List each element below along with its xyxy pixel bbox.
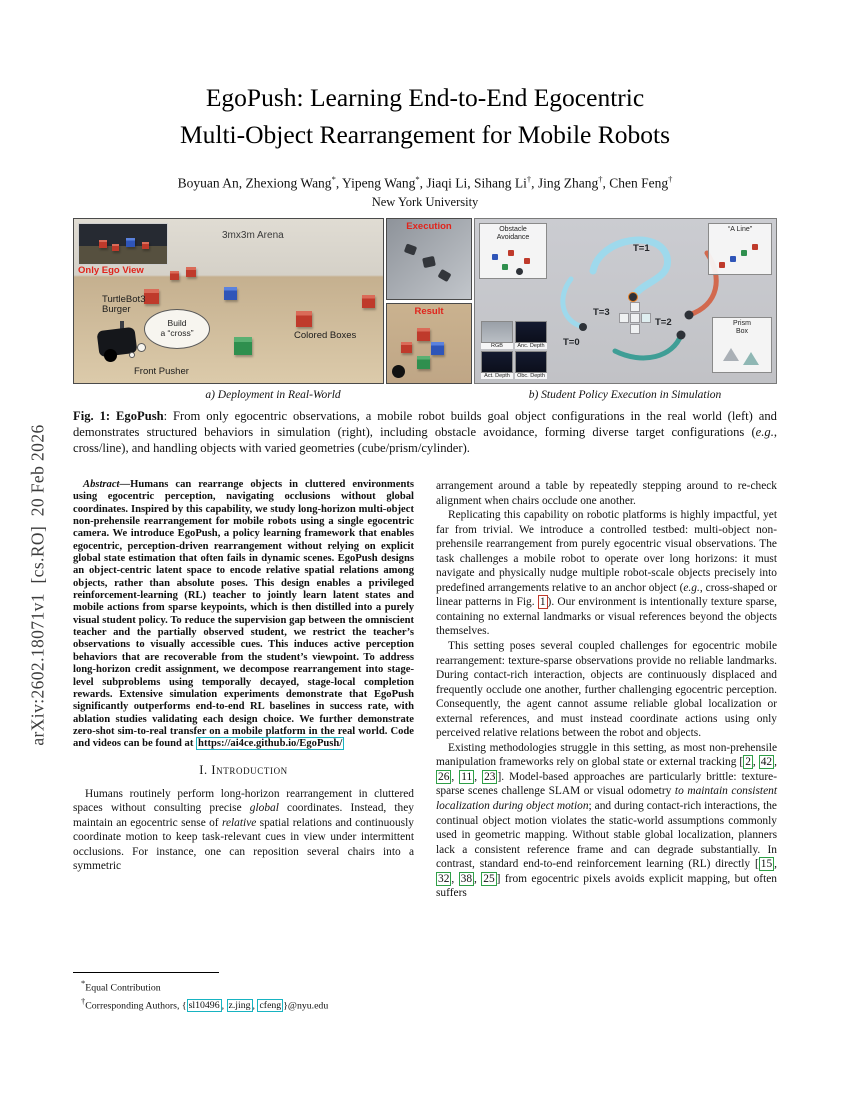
prism-shape <box>723 348 739 361</box>
footnotes <box>73 972 414 1013</box>
text-run: , <box>774 858 777 871</box>
red-object-dot <box>524 258 530 264</box>
citation-link[interactable]: 38 <box>460 872 473 885</box>
url-link[interactable]: z.jing <box>228 1000 251 1012</box>
footnote-corresponding-authors <box>73 995 414 1013</box>
superscript: † <box>81 996 86 1007</box>
text-run: , <box>252 1000 258 1012</box>
active-depth-thumbnail <box>481 351 513 373</box>
text-run: , Yipeng Wang <box>335 175 416 191</box>
obstacle-avoidance-inset <box>479 223 547 279</box>
superscript: * <box>331 174 336 184</box>
red-box <box>362 295 375 308</box>
right-column <box>436 479 777 1013</box>
anchor-depth-observation <box>515 321 547 349</box>
robot-wheel <box>104 349 117 362</box>
url-link[interactable]: sl10496 <box>188 1000 220 1012</box>
result-label: Result <box>414 305 444 317</box>
citation-link[interactable]: 11 <box>461 770 473 783</box>
italic-text: to maintain consistent localization during object motion <box>436 785 777 813</box>
text-run: ] from egocentric pixels avoids explicit mapping, but often suffers <box>436 872 777 900</box>
prism-box-inset <box>712 317 772 373</box>
anchor-depth-label: Anc. Depth <box>515 343 547 349</box>
text-run: Humans routinely perform long-horizon rearrangement in cluttered spaces without consulting precise <box>73 787 414 815</box>
text-run: , <box>474 872 482 885</box>
rgb-observation <box>481 321 513 349</box>
left-column <box>73 479 414 1013</box>
text-run: , cross/line), and handling objects with varied geometries (cube/prism/cylinder). <box>73 424 777 455</box>
active-depth-observation <box>481 351 513 379</box>
a-line-inset <box>708 223 772 275</box>
text-run: , Jiaqi Li, Sihang Li <box>419 175 527 191</box>
footnote-rule <box>73 972 219 973</box>
robot-marker <box>579 323 587 331</box>
title-line-2: Multi-Object Rearrangement for Mobile Robots <box>179 119 671 149</box>
figure-middle-column <box>386 218 472 384</box>
figure-execution-thumb <box>386 218 472 300</box>
figure-caption <box>73 409 777 456</box>
robot-snapshot <box>404 243 417 255</box>
red-box <box>142 242 149 249</box>
affiliation: New York University <box>371 195 479 209</box>
timestep-t1: T=1 <box>633 243 650 254</box>
arena-label: 3mx3m Arena <box>222 230 284 241</box>
arxiv-stamp: arXiv:2602.18071v1 [cs.RO] 20 Feb 2026 <box>27 424 48 746</box>
text-run: }@nyu.edu <box>283 1000 329 1012</box>
prism-label-line1: Prism <box>733 320 751 327</box>
text-run: ; and during contact-rich interactions, the continual object motion violates the static-world assumptions commonly used in geometric mapping. Without stable global localization, planners lack a consistent reference frame and can degrade substantially. In contrast, standard end-to-end reinforcement learning (RL) directly [ <box>436 800 777 871</box>
colored-boxes-label: Colored Boxes <box>294 330 357 341</box>
citation-link[interactable]: 26 <box>438 770 450 783</box>
red-object-dot <box>508 250 514 256</box>
trajectory-blue <box>593 240 668 297</box>
execution-label: Execution <box>406 221 452 232</box>
robot-label-line2: Burger <box>102 304 131 316</box>
red-box <box>296 311 312 327</box>
red-box <box>112 244 119 251</box>
text-run: This setting poses several coupled challenges for egocentric mobile rearrangement: texture-sparse observations provide no reliable landmarks. During contact-rich interaction, objects are continuously displaced and frequently occlude one another, further challenging egocentric perception. Consequently, the agent cannot assume reliable global localization or external references, and must instead coordinate actions using only perceived relative relations between the robot and objects. <box>436 640 777 740</box>
text-run: ]. Model-based approaches are particularly brittle: texture-sparse scenes challenge SLAM or visual odometry <box>436 770 777 798</box>
text-run: , Chen Feng <box>602 175 669 191</box>
bubble-line2: a “cross” <box>160 328 194 338</box>
bold-text: Fig. 1: EgoPush <box>73 409 164 423</box>
text-run: , cross-shaped or linear patterns in Fig. <box>436 581 777 609</box>
text-run: Equal Contribution <box>85 982 161 994</box>
ego-view-inset <box>78 223 168 265</box>
superscript: † <box>526 174 532 184</box>
text-run: , <box>451 872 459 885</box>
turtlebot-robot <box>94 321 140 365</box>
italic-text: e.g. <box>683 581 700 594</box>
obstacle-label-line2: Avoidance <box>496 233 530 241</box>
green-object-dot <box>502 264 508 270</box>
text-run: , <box>474 770 483 783</box>
superscript: * <box>81 978 86 989</box>
bold-italic-text: Abstract <box>83 479 120 490</box>
citation-link[interactable]: 25 <box>483 872 495 885</box>
ego-view-label: Only Ego View <box>78 265 144 276</box>
superscript: * <box>415 174 420 184</box>
footnote-equal-contribution <box>73 977 414 995</box>
rgb-label: RGB <box>481 343 513 349</box>
blue-object-dot <box>492 254 498 260</box>
figure-simulation-panel <box>474 218 777 384</box>
text-run: : From only egocentric observations, a mobile robot builds goal object configurations in the real world (left) and demonstrates structured behaviors in simulation (right), including obstacle avoidance, forming diverse target configurations ( <box>73 409 777 439</box>
goal-speech-bubble <box>144 309 210 349</box>
text-run: arrangement around a table by repeatedly stepping around to re-check alignment when chairs occlude one another. <box>436 480 777 507</box>
obstacle-depth-label: Obc. Depth <box>515 373 547 379</box>
subcaption-b: b) Student Policy Execution in Simulation <box>528 389 722 401</box>
text-run: Corresponding Authors, { <box>85 1000 187 1012</box>
paper-title <box>0 80 850 154</box>
rgb-thumbnail <box>481 321 513 343</box>
figure-1 <box>73 218 777 401</box>
italic-text: relative <box>221 816 257 829</box>
figure-ref-link[interactable]: 1 <box>539 596 546 609</box>
bubble-line1: Build <box>167 318 187 329</box>
sensor-observation-grid <box>481 321 547 379</box>
intro-paragraph-2 <box>436 508 777 639</box>
intro-paragraph-1-continued <box>436 479 777 508</box>
robot-snapshot <box>437 269 451 282</box>
obstacle-label-line1: Obstacle <box>499 226 527 233</box>
citation-link[interactable]: 15 <box>760 858 773 871</box>
text-run: , <box>451 770 460 783</box>
text-run: ). Our environment is intentionally texture sparse, containing no external landmarks or visual references beyond the objects themselves. <box>436 596 778 638</box>
obstacle-depth-observation <box>515 351 547 379</box>
robot-marker <box>516 268 523 275</box>
blue-box <box>126 238 135 247</box>
text-run: Existing methodologies struggle in this setting, as most non-prehensile manipulation frameworks rely on global state or external tracking [ <box>436 741 777 769</box>
figure-realworld-panel <box>73 218 384 384</box>
blue-box <box>431 342 444 355</box>
trajectory-teal <box>615 335 681 358</box>
text-run: , Jing Zhang <box>531 175 599 191</box>
author-list <box>0 174 850 192</box>
prism-label-line2: Box <box>735 327 749 335</box>
robot-label <box>102 295 145 316</box>
red-box <box>99 240 107 248</box>
section-heading-introduction: I. Introduction <box>199 762 288 777</box>
intro-paragraph-3 <box>436 639 777 741</box>
anchor-depth-thumbnail <box>515 321 547 343</box>
citation-link[interactable]: 2 <box>745 756 751 769</box>
blue-object-dot <box>730 256 736 262</box>
red-box <box>401 342 412 353</box>
robot-marker <box>677 331 686 340</box>
bubble-tail-dot <box>129 352 135 358</box>
figure-result-thumb <box>386 303 472 385</box>
title-line-1: EgoPush: Learning End-to-End Egocentric <box>205 83 645 112</box>
blue-box <box>224 287 237 300</box>
goal-cross-objects <box>620 303 651 334</box>
intro-paragraph-1 <box>73 787 414 874</box>
text-run: , <box>752 756 759 769</box>
robot-marker <box>392 365 405 378</box>
red-box <box>417 328 430 341</box>
green-box <box>417 356 430 369</box>
superscript: † <box>668 174 673 184</box>
text-run: coordinates. Instead, they maintain an egocentric sense of <box>73 802 415 829</box>
active-depth-label: Act. Depth <box>481 373 513 379</box>
red-object-dot <box>752 244 758 250</box>
superscript: † <box>598 174 603 184</box>
green-object-dot <box>741 250 747 256</box>
red-box <box>144 289 159 304</box>
italic-text: e.g. <box>755 424 774 439</box>
text-run: Boyuan An, Zhexiong Wang <box>177 175 332 191</box>
timestep-t3: T=3 <box>593 307 610 318</box>
subcaption-a: a) Deployment in Real-World <box>205 389 341 401</box>
bubble-tail-dot <box>137 343 146 352</box>
intro-paragraph-4 <box>436 741 777 901</box>
robot-snapshot <box>422 256 436 268</box>
red-box <box>186 267 196 277</box>
bold-text: —Humans can rearrange objects in cluttered environments using egocentric perception, navigating occlusions without global coordinates. Inspired by this capability, we study long-horizon multi-object non-prehensile rearrangement for mobile robots using a single egocentric camera. We introduce EgoPush, a policy learning framework that enables egocentric, perception-driven rearrangement without relying on explicit global state estimation that often fails in dynamic scenes. EgoPush designs an object-centric latent space to encode relative spatial relations among objects, rather than absolute poses. This design enables a privileged reinforcement-learning (RL) teacher to jointly learn latent states and mobile actions from sparse keypoints, which is then distilled into a purely visual student policy. To reduce the supervision gap between the omniscient teacher and the partially observed student, we restrict the teacher’s observations to visually accessible cues. This induces active perception behaviors that are recoverable from the student’s viewpoint. To address long-horizon credit assignment, we decompose rearrangement into stage-level subproblems using temporally decayed, stage-local completion rewards. Extensive simulation experiments demonstrate that EgoPush significantly outperforms end-to-end RL baselines in success rate, with ablation studies validating each design choice. We further demonstrate zero-shot sim-to-real transfer on a mobile platform in the real world. Code and videos can be found at <box>73 479 414 750</box>
red-object-dot <box>719 262 725 268</box>
obstacle-depth-thumbnail <box>515 351 547 373</box>
url-link[interactable]: https://ai4ce.github.io/EgoPush/ <box>198 738 343 750</box>
text-run: spatial relations and continuously coordinate motion to keep task-relevant cues in view under intermittent occlusions. For instance, one can reposition several chairs into a symmetric <box>73 816 414 873</box>
robot-marker <box>685 311 694 320</box>
trajectory-blue-2 <box>563 279 583 327</box>
citation-link[interactable]: 23 <box>484 770 496 783</box>
panel-subcaptions <box>73 389 777 401</box>
abstract <box>73 479 414 751</box>
a-line-label: “A Line” <box>727 226 753 233</box>
figure-panels <box>73 218 777 384</box>
timestep-t2: T=2 <box>655 317 672 328</box>
text-run: Replicating this capability on robotic platforms is highly impactful, yet far from trivial. We introduce a controlled testbed: multi-object non-prehensile rearrangement from purely egocentric visual observations. The task challenges a mobile robot to operate over long horizons: it must navigate and physically nudge multiple robot-scale objects precisely into predefined arrangements relative to an anchor object ( <box>436 509 777 594</box>
green-box <box>234 337 252 355</box>
robot-marker <box>629 293 638 302</box>
timestep-t0: T=0 <box>563 337 580 348</box>
prism-shape <box>743 352 759 365</box>
url-link[interactable]: cfeng <box>259 1000 282 1012</box>
two-column-body <box>73 479 777 1013</box>
robot-label-line1: TurtleBot3 <box>102 294 146 305</box>
citation-link[interactable]: 42 <box>760 756 773 769</box>
front-pusher-label: Front Pusher <box>134 366 189 377</box>
text-run: , <box>221 1000 227 1012</box>
text-run: , <box>774 756 777 769</box>
citation-link[interactable]: 32 <box>438 872 450 885</box>
red-box <box>170 271 179 280</box>
italic-text: global <box>249 802 279 815</box>
